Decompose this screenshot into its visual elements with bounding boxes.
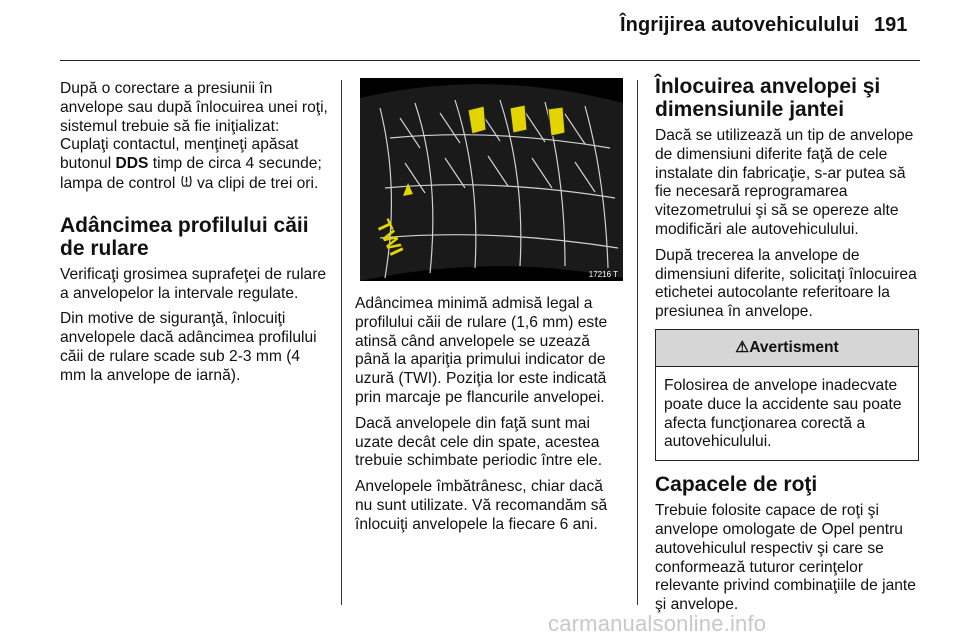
tire-tread-drawing xyxy=(360,78,623,281)
column-middle xyxy=(355,295,623,542)
warning-text: Folosirea de anvelope inadecvate poate duce la accidente sau poate afecta funcţionarea corectă a autovehiculului. xyxy=(664,376,902,451)
column-divider-2 xyxy=(637,80,638,605)
twi-marking: TWI xyxy=(371,216,407,260)
warning-body xyxy=(656,367,918,460)
running-header-title: Îngrijirea autovehiculului xyxy=(620,14,860,36)
paragraph-pressure-label: După trecerea la anvelope de dimensiuni diferite, solicitaţi înlocuirea etichetei autocolante referitoare la presiunea în anvelope. xyxy=(655,246,917,321)
header-divider xyxy=(60,60,920,61)
paragraph-replace-tires: Din motive de siguranţă, înlocuiţi anvelopele dacă adâncimea profilului căii de rulare scade sub 2-3 mm (4 mm la anvelope de iarnă). xyxy=(60,310,317,384)
tire-tread-wear-indicator-illustration xyxy=(360,78,623,281)
paragraph-rotate-tires: Dacă anvelopele din faţă sunt mai uzate decât cele din spate, acestea trebuie schimbate periodic între ele. xyxy=(355,414,603,470)
warning-triangle-icon: ⚠ xyxy=(735,338,750,356)
dds-button-label: DDS xyxy=(115,155,149,173)
section-heading-tread-depth: Adâncimea profilului căii de rulare xyxy=(60,213,309,260)
paragraph-minimum-depth: Adâncimea minimă admisă legal a profilului căii de rulare (1,6 mm) este atinsă când anvelopele se uzează până la apariţia primului indicator de uzură (TWI). Poziţia lor este indicată prin marcaje pe flancurile anvelopei. xyxy=(355,295,608,406)
warning-title: Avertisment xyxy=(749,338,839,356)
paragraph-tire-aging: Anvelopele îmbătrânesc, chiar dacă nu sunt utilizate. Vă recomandăm să înlocuiţi anvelopele la fiecare 6 ani. xyxy=(355,478,608,533)
column-right xyxy=(655,75,923,622)
tpms-reset-paragraph: După o corectare a presiunii în anvelope sau după înlocuirea unei roţi, sistemul trebuie să fie iniţializat: Cuplaţi contactul, menţineţi apăsat butonul DDS timp de circa 4 secunde; lampa de control va clipi de trei ori. xyxy=(60,80,328,192)
warning-box xyxy=(655,329,919,461)
section-heading-wheel-covers: Capacele de roţi xyxy=(655,473,818,497)
paragraph-different-sizes: Dacă se utilizează un tip de anvelope de dimensiuni diferite faţă de cele instalate din fabricaţie, s-ar putea să fie necesară reprogramarea vitezometrului şi să se opereze alte modificări ale autovehiculului. xyxy=(655,127,914,238)
column-divider-1 xyxy=(341,80,342,605)
paragraph-check-tread: Verificaţi grosimea suprafeţei de rulare a anvelopelor la intervale regulate. xyxy=(60,265,327,302)
column-left xyxy=(60,80,330,393)
tire-pressure-warning-icon xyxy=(180,174,193,194)
watermark-text: carmanualsonline.info xyxy=(548,611,767,636)
page-number: 191 xyxy=(874,14,908,36)
figure-code: 17216 T xyxy=(588,270,618,279)
warning-header xyxy=(656,330,918,367)
paragraph-wheel-covers: Trebuie folosite capace de roţi şi anvelope omologate de Opel pentru autovehiculul respectiv şi care se conformează tuturor cerinţelor relevante privind combinaţiile de jante şi anvelope. xyxy=(655,502,916,614)
section-heading-tire-replacement: Înlocuirea anvelopei şi dimensiunile jantei xyxy=(655,75,881,121)
